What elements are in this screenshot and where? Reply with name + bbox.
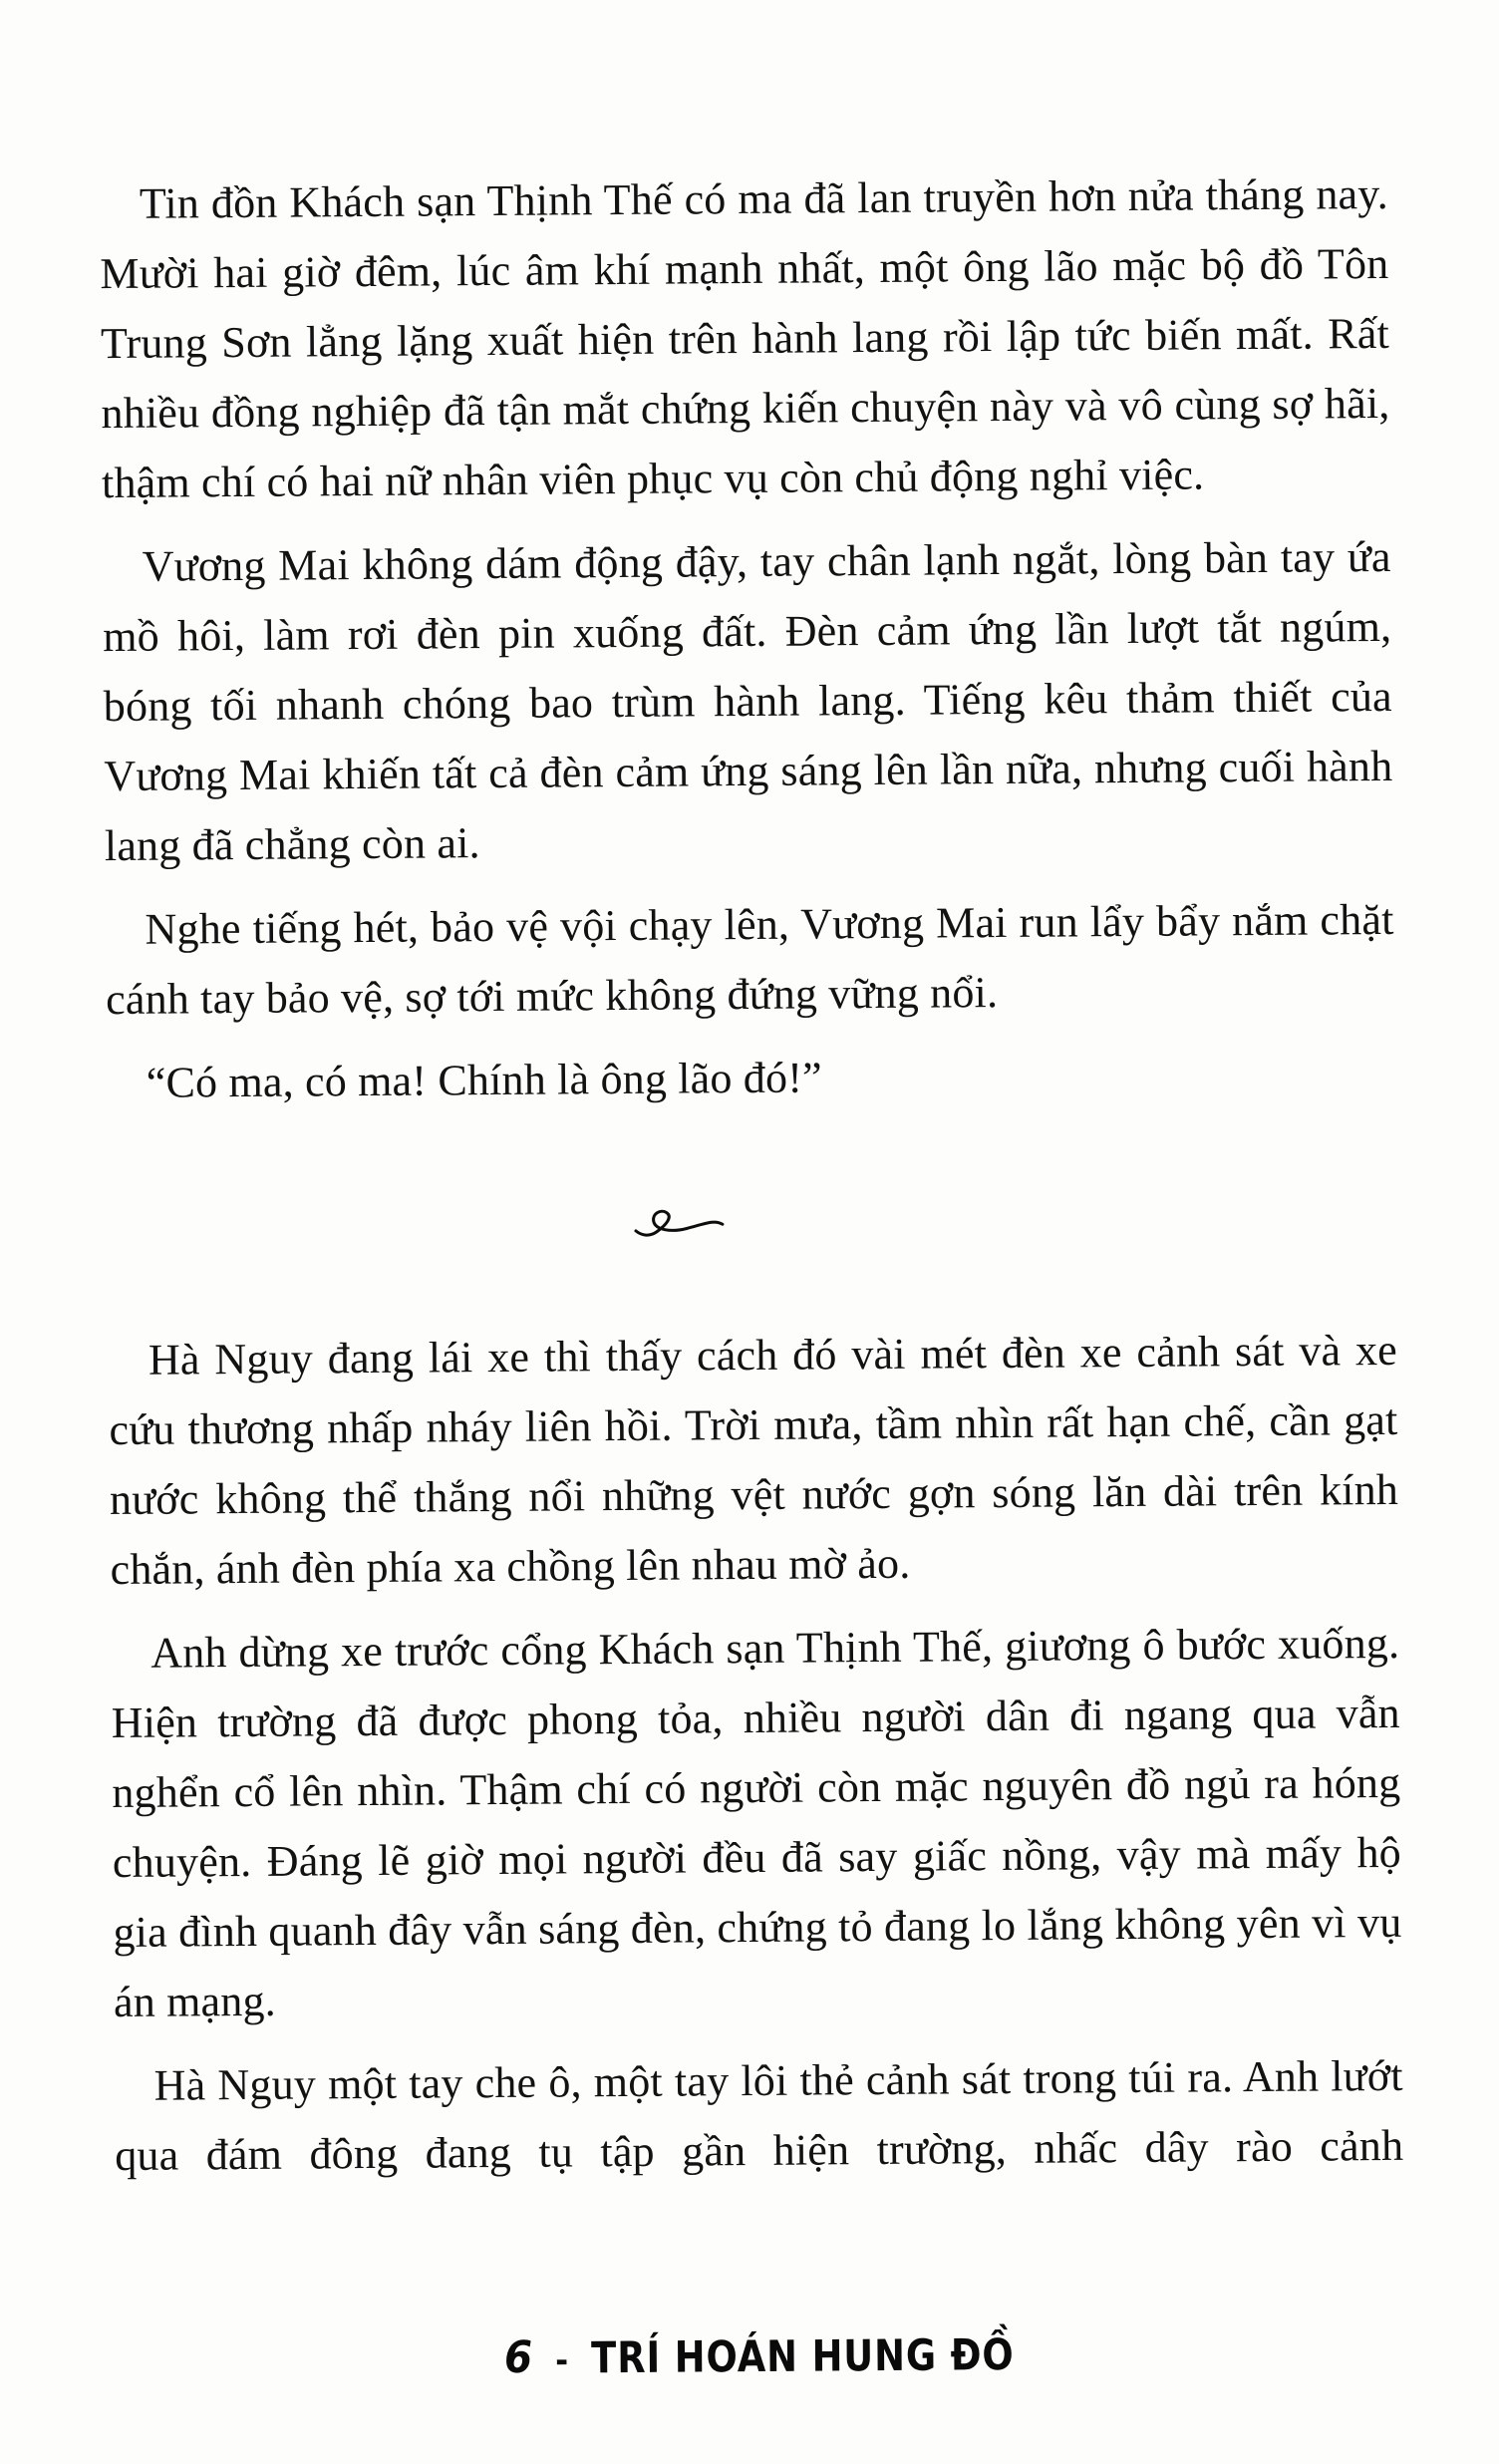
body-text [100, 159, 1404, 2191]
paragraph: Tin đồn Khách sạn Thịnh Thế có ma đã lan truyền hơn nửa tháng nay. Mười hai giờ đêm, lúc âm khí mạnh nhất, một ông lão mặc bộ đồ Tôn Trung Sơn lẳng lặng xuất hiện trên hành lang rồi lập tức biến mất. Rất nhiều đồng nghiệp đã tận mắt chứng kiến chuyện này và vô cùng sợ hãi, thậm chí có hai nữ nhân viên phục vụ còn chủ động nghỉ việc. [100, 168, 1390, 508]
paragraph: Vương Mai không dám động đậy, tay chân lạnh ngắt, lòng bàn tay ứa mồ hôi, làm rơi đèn pin xuống đất. Đèn cảm ứng lần lượt tắt ngúm, bóng tối nhanh chóng bao trùm hành lang. Tiếng kêu thảm thiết của Vương Mai khiến tất cả đèn cảm ứng sáng lên lần nữa, nhưng cuối hành lang đã chẳng còn ai. [103, 531, 1393, 871]
page-footer [70, 2325, 1449, 2387]
page-number: 6 [503, 2331, 534, 2383]
paragraph: Nghe tiếng hét, bảo vệ vội chạy lên, Vương Mai run lẩy bẩy nắm chặt cánh tay bảo vệ, sợ tới mức không đứng vững nổi. [105, 894, 1394, 1025]
flourish-divider-icon [630, 1198, 726, 1241]
paragraph: Hà Nguy đang lái xe thì thấy cách đó vài mét đèn xe cảnh sát và xe cứu thương nhấp nháy liên hồi. Trời mưa, tầm nhìn rất hạn chế, cần gạt nước không thể thắng nổi những vệt nước gợn sóng lăn dài trên kính chắn, ánh đèn phía xa chồng lên nhau mờ ảo. [109, 1325, 1399, 1595]
section-divider [108, 1186, 1396, 1238]
footer-separator: - [555, 2340, 570, 2381]
book-title: TRÍ HOÁN HUNG ĐỒ [591, 2330, 1015, 2384]
dialogue-quote: “Có ma, có ma! Chính là ông lão đó!” [146, 1053, 822, 1107]
paragraph: Anh dừng xe trước cổng Khách sạn Thịnh Thế, giương ô bước xuống. Hiện trường đã được phong tỏa, nhiều người dân đi ngang qua vẫn nghển cổ lên nhìn. Thậm chí có người còn mặc nguyên đồ ngủ ra hóng chuyện. Đáng lẽ giờ mọi người đều đã say giấc nồng, vậy mà mấy hộ gia đình quanh đây vẫn sáng đèn, chứng tỏ đang lo lắng không yên vì vụ án mạng. [111, 1618, 1402, 2027]
paragraph: Hà Nguy một tay che ô, một tay lôi thẻ cảnh sát trong túi ra. Anh lướt qua đám đông đang tụ tập gần hiện trường, nhấc dây rào cảnh [115, 2050, 1404, 2181]
